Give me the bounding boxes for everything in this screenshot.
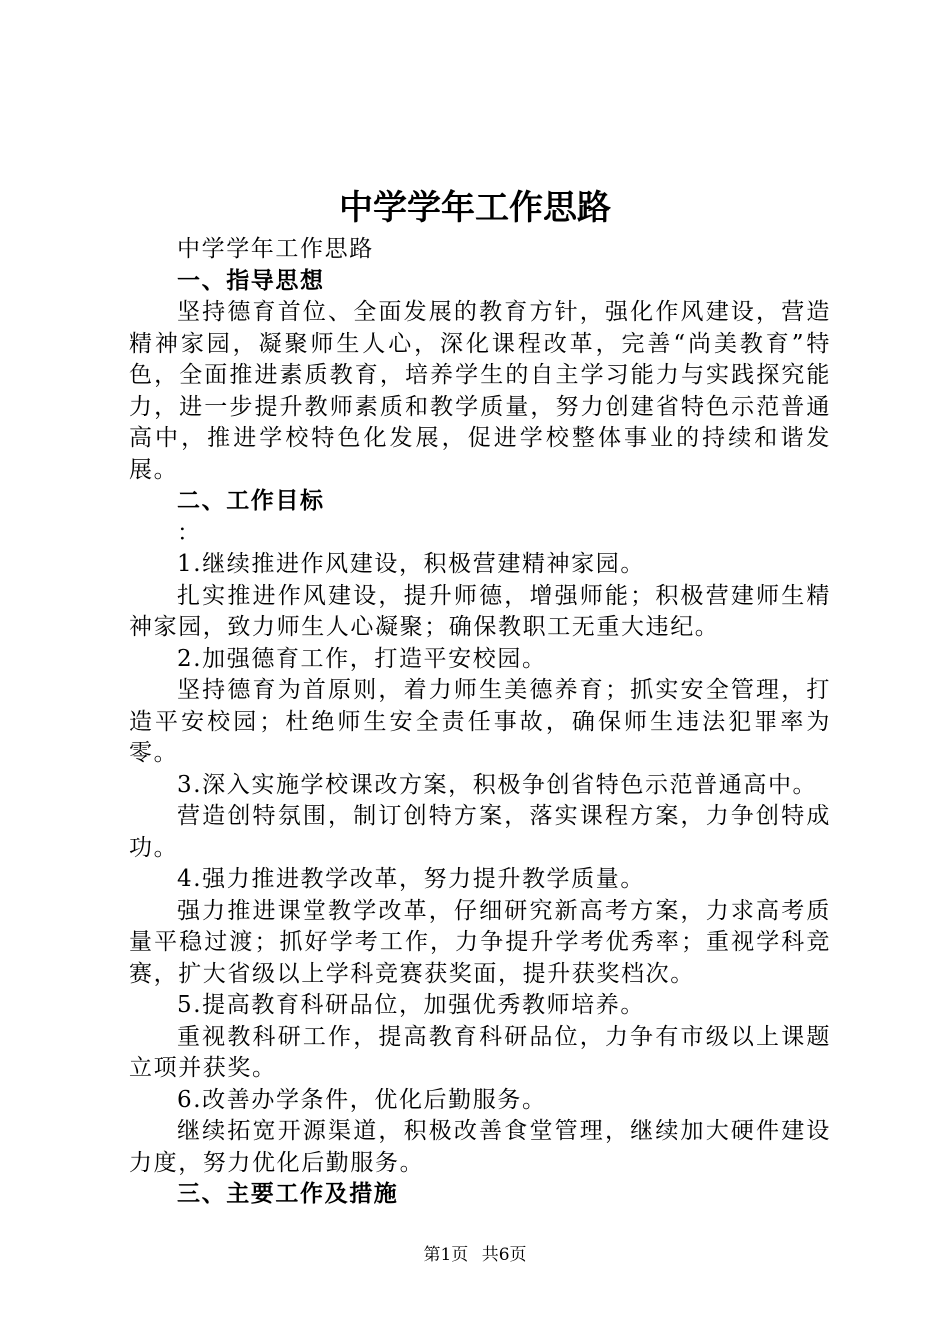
paragraph: 营造创特氛围，制订创特方案，落实课程方案，力争创特成功。 xyxy=(129,803,831,861)
section-heading: 三、主要工作及措施 xyxy=(177,1181,399,1207)
page-number: 第1页 xyxy=(423,1245,469,1265)
page-total: 共6页 xyxy=(481,1245,527,1265)
paragraph: 扎实推进作风建设，提升师德，增强师能；积极营建师生精神家园，致力师生人心凝聚；确保教职工无重大违纪。 xyxy=(129,582,831,640)
paragraph: 重视教科研工作，提高教育科研品位，力争有市级以上课题立项并获奖。 xyxy=(129,1023,831,1081)
paragraph: 继续拓宽开源渠道，积极改善食堂管理，继续加大硬件建设力度，努力优化后勤服务。 xyxy=(129,1118,831,1176)
document-body xyxy=(129,234,831,1211)
goal-item-title: 6.改善办学条件，优化后勤服务。 xyxy=(177,1086,547,1113)
paragraph: 强力推进课堂教学改革，仔细研究新高考方案，力求高考质量平稳过渡；抓好学考工作，力争提升学考优秀率；重视学科竞赛，扩大省级以上学科竞赛获奖面，提升获奖档次。 xyxy=(129,897,831,987)
paragraph: 坚持德育为首原则，着力师生美德养育；抓实安全管理，打造平安校园；杜绝师生安全责任事故，确保师生违法犯罪率为零。 xyxy=(129,677,831,766)
paragraph: ： xyxy=(177,519,202,546)
paragraph: 中学学年工作思路 xyxy=(177,236,374,262)
section-heading: 二、工作目标 xyxy=(177,488,325,514)
paragraph: 坚持德育首位、全面发展的教育方针，强化作风建设，营造精神家园，凝聚师生人心，深化课程改革，完善“尚美教育”特色，全面推进素质教育，培养学生的自主学习能力与实践探究能力，进一步提升教师素质和教学质量，努力创建省特色示范普通高中，推进学校特色化发展，促进学校整体事业的持续和谐发展。 xyxy=(129,299,831,483)
section-heading: 一、指导思想 xyxy=(177,267,325,294)
goal-item-title: 4.强力推进教学改革，努力提升教学质量。 xyxy=(177,866,645,892)
document-title: 中学学年工作思路 xyxy=(339,188,611,228)
goal-item-title: 5.提高教育科研品位，加强优秀教师培养。 xyxy=(177,992,645,1018)
goal-item-title: 3.深入实施学校课改方案，积极争创省特色示范普通高中。 xyxy=(177,771,818,798)
page-footer xyxy=(0,1243,950,1267)
goal-item-title: 1.继续推进作风建设，积极营建精神家园。 xyxy=(177,551,645,577)
goal-item-title: 2.加强德育工作，打造平安校园。 xyxy=(177,645,547,672)
